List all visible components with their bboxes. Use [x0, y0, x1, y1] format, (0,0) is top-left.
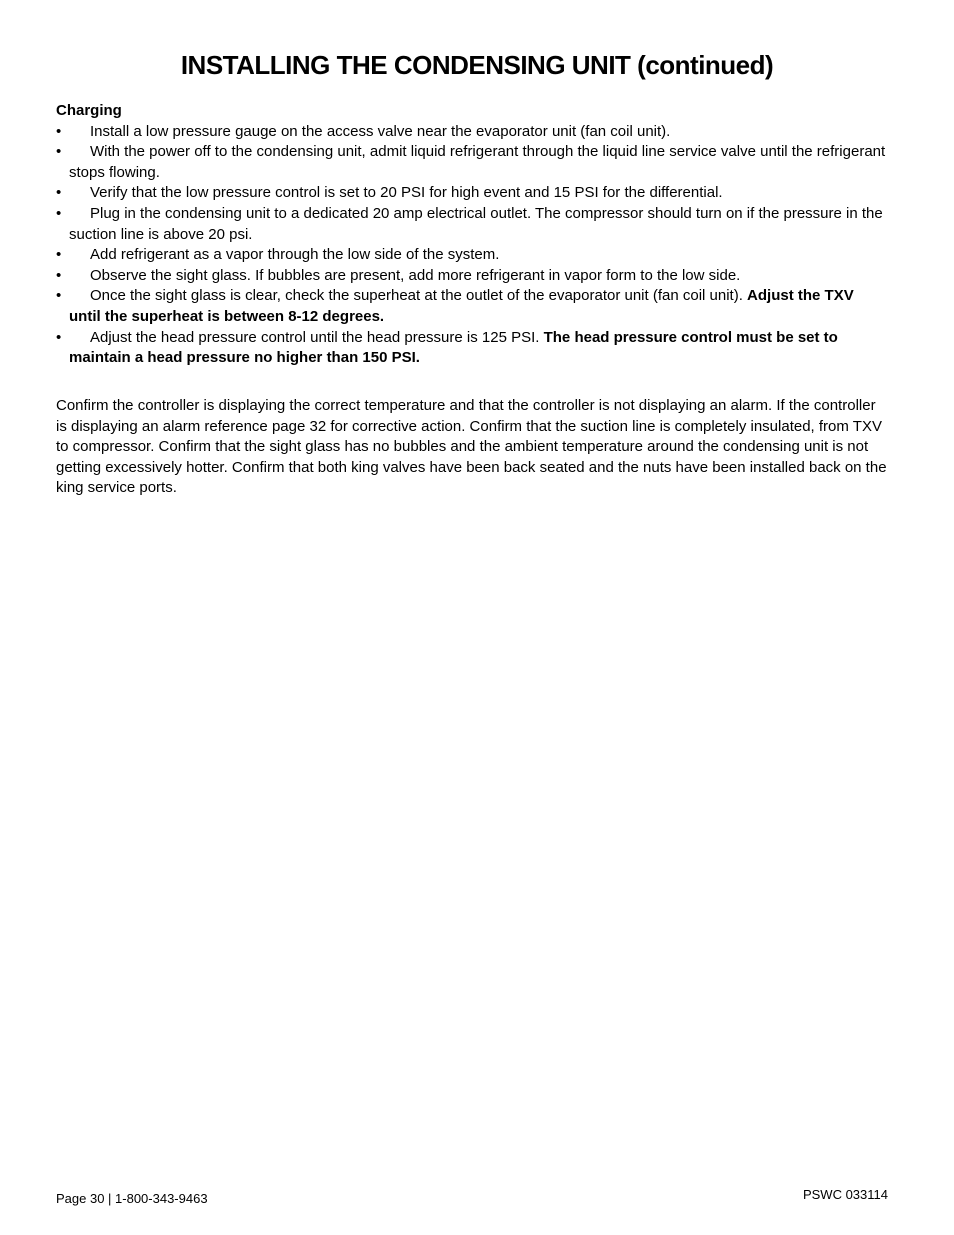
step-text: Verify that the low pressure control is set to 20 PSI for high event and 15 PSI for the differential.: [90, 184, 723, 202]
list-item: [56, 286, 888, 327]
list-item: [56, 204, 888, 245]
step-bold-text: Adjust the TXV until the superheat is between 8-12 degrees.: [69, 287, 854, 325]
bullet-icon: •: [56, 266, 62, 284]
bullet-icon: •: [56, 287, 62, 305]
footer-document-code: PSWC 033114: [802, 1187, 888, 1202]
confirm-paragraph: Confirm the controller is displaying the correct temperature and that the controller is not displaying an alarm. If the controller is displaying an alarm reference page 32 for corrective action. Confirm that the suction line is completely insulated, from TXV to compressor. Confirm that the sight glass has no bubbles and the ambient temperature around the condensing unit is not getting excessively hotter. Confirm that both king valves have been back seated and the nuts have been installed back on the king service ports.: [56, 397, 887, 497]
list-item: [56, 328, 888, 369]
page-title: INSTALLING THE CONDENSING UNIT (continued): [180, 50, 774, 80]
step-bold-text: The head pressure control must be set to maintain a head pressure no higher than 150 PSI.: [69, 328, 838, 367]
step-text: Adjust the head pressure control until the head pressure is 125 PSI.: [90, 328, 544, 346]
step-text: With the power off to the condensing unit, admit liquid refrigerant through the liquid line service valve until the refrigerant stops flowing.: [69, 143, 886, 181]
bullet-icon: •: [56, 328, 62, 346]
section-heading: Charging: [56, 102, 122, 119]
charging-steps-list: [56, 122, 888, 369]
bullet-icon: •: [56, 204, 62, 222]
list-item: [56, 266, 888, 287]
bullet-icon: •: [56, 143, 62, 161]
step-text: Observe the sight glass. If bubbles are present, add more refrigerant in vapor form to the low side.: [90, 266, 741, 284]
charging-section: [56, 101, 888, 369]
step-text: Plug in the condensing unit to a dedicated 20 amp electrical outlet. The compressor should turn on if the pressure in the suction line is above 20 psi.: [69, 204, 883, 243]
bullet-icon: •: [56, 184, 62, 202]
list-item: [56, 183, 888, 204]
bullet-icon: •: [56, 122, 62, 140]
step-text: Once the sight glass is clear, check the superheat at the outlet of the evaporator unit (fan coil unit).: [90, 287, 748, 305]
list-item: [56, 245, 888, 266]
list-item: [56, 142, 888, 183]
bullet-icon: •: [56, 246, 62, 264]
step-text: Add refrigerant as a vapor through the low side of the system.: [90, 246, 500, 264]
footer-page-info: Page 30 | 1-800-343-9463: [56, 1191, 208, 1206]
list-item: [56, 122, 888, 143]
step-text: Install a low pressure gauge on the access valve near the evaporator unit (fan coil unit).: [90, 122, 671, 140]
